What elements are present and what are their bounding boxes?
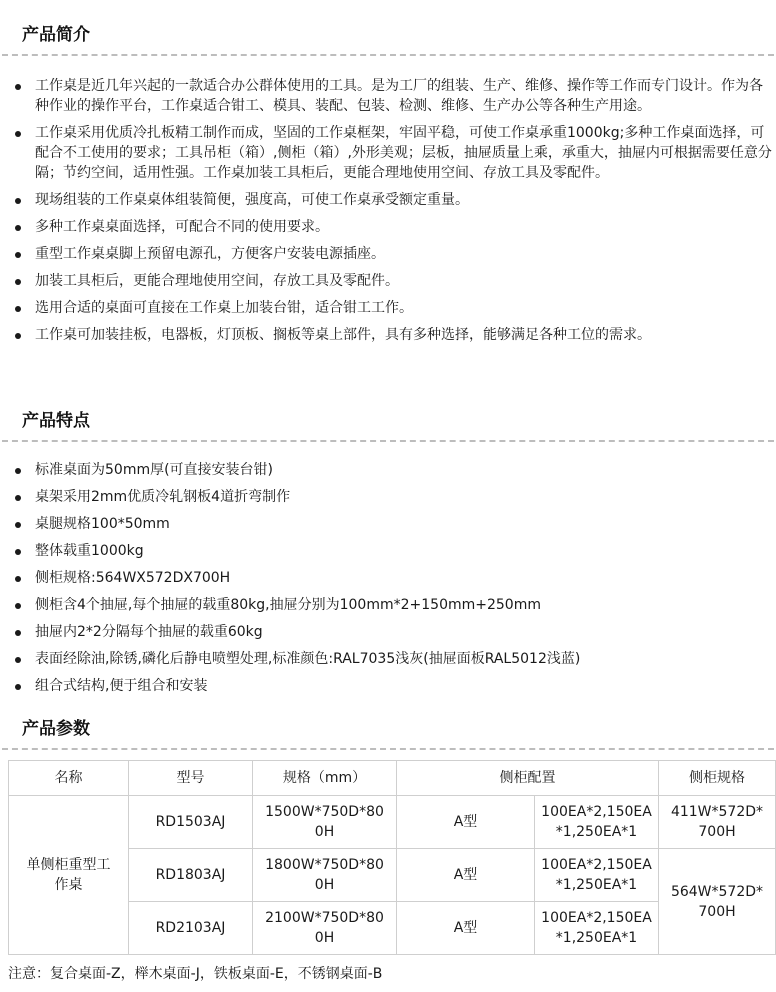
surface-note: 注意：复合桌面-Z，榉木桌面-J，铁板桌面-E，不锈钢桌面-B (8, 966, 383, 982)
features-section (0, 410, 776, 703)
feature-item: 表面经除油,除锈,磷化后静电喷塑处理,标准颜色:RAL7035浅灰(抽屉面板RAL5012浅蓝) (0, 649, 776, 669)
cell-model: RD1803AJ (129, 849, 253, 902)
cell-spec: 1500W*750D*800H (253, 796, 397, 849)
intro-item: 现场组装的工作桌桌体组装简便，强度高，可使工作桌承受额定重量。 (0, 190, 776, 210)
feature-item: 桌腿规格100*50mm (0, 514, 776, 534)
cell-drawers: 100EA*2,150EA*1,250EA*1 (535, 902, 659, 955)
header-config: 侧柜配置 (397, 761, 659, 796)
feature-item: 整体载重1000kg (0, 541, 776, 561)
feature-item: 标准桌面为50mm厚(可直接安装台钳) (0, 460, 776, 480)
feature-item: 组合式结构,便于组合和安装 (0, 676, 776, 696)
cell-cabinet-spec: 564W*572D*700H (659, 849, 776, 955)
features-divider (2, 440, 774, 442)
params-table (8, 760, 776, 955)
cell-type: A型 (397, 849, 535, 902)
intro-item: 重型工作桌桌脚上预留电源孔，方便客户安装电源插座。 (0, 244, 776, 264)
cell-spec: 1800W*750D*800H (253, 849, 397, 902)
feature-item: 侧柜含4个抽屉,每个抽屉的载重80kg,抽屉分别为100mm*2+150mm+250mm (0, 595, 776, 615)
cell-product-name: 单侧柜重型工作桌 (9, 796, 129, 955)
cell-model: RD1503AJ (129, 796, 253, 849)
header-spec: 规格（mm） (253, 761, 397, 796)
cell-type: A型 (397, 902, 535, 955)
header-name: 名称 (9, 761, 129, 796)
intro-item: 工作桌是近几年兴起的一款适合办公群体使用的工具。是为工厂的组装、生产、维修、操作等工作而专门设计。作为各种作业的操作平台，工作桌适合钳工、模具、装配、包装、检测、维修、生产办公等各种生产用途。 (0, 76, 776, 116)
cell-type: A型 (397, 796, 535, 849)
params-divider (2, 748, 774, 750)
table-row (9, 796, 776, 849)
intro-list (0, 76, 776, 345)
intro-title: 产品简介 (22, 25, 90, 45)
intro-item: 工作桌采用优质冷扎板精工制作而成，坚固的工作桌框架，牢固平稳，可使工作桌承重1000kg;多种工作桌面选择，可配合不工使用的要求；工具吊柜（箱）,侧柜（箱）,外形美观；层板，抽屉质量上乘，承重大，抽屉内可根据需要任意分隔；节约空间，适用性强。工作桌加装工具柜后，更能合理地使用空间、存放工具及零配件。 (0, 123, 776, 183)
cell-drawers: 100EA*2,150EA*1,250EA*1 (535, 849, 659, 902)
feature-item: 桌架采用2mm优质冷轧钢板4道折弯制作 (0, 487, 776, 507)
cell-model: RD2103AJ (129, 902, 253, 955)
header-model: 型号 (129, 761, 253, 796)
intro-item: 工作桌可加装挂板，电器板，灯顶板、搁板等桌上部件，具有多种选择，能够满足各种工位的需求。 (0, 325, 776, 345)
feature-item: 侧柜规格:564WX572DX700H (0, 568, 776, 588)
intro-divider (2, 54, 774, 56)
intro-item: 多种工作桌桌面选择，可配合不同的使用要求。 (0, 217, 776, 237)
header-cabinet-spec: 侧柜规格 (659, 761, 776, 796)
params-title: 产品参数 (22, 719, 90, 739)
intro-item: 加装工具柜后，更能合理地使用空间，存放工具及零配件。 (0, 271, 776, 291)
cell-drawers: 100EA*2,150EA*1,250EA*1 (535, 796, 659, 849)
params-section (0, 718, 776, 750)
feature-item: 抽屉内2*2分隔每个抽屉的载重60kg (0, 622, 776, 642)
intro-section (0, 24, 776, 352)
cell-cabinet-spec: 411W*572D*700H (659, 796, 776, 849)
table-header-row (9, 761, 776, 796)
features-list (0, 460, 776, 696)
cell-spec: 2100W*750D*800H (253, 902, 397, 955)
features-title: 产品特点 (22, 411, 90, 431)
intro-item: 选用合适的桌面可直接在工作桌上加装台钳，适合钳工工作。 (0, 298, 776, 318)
